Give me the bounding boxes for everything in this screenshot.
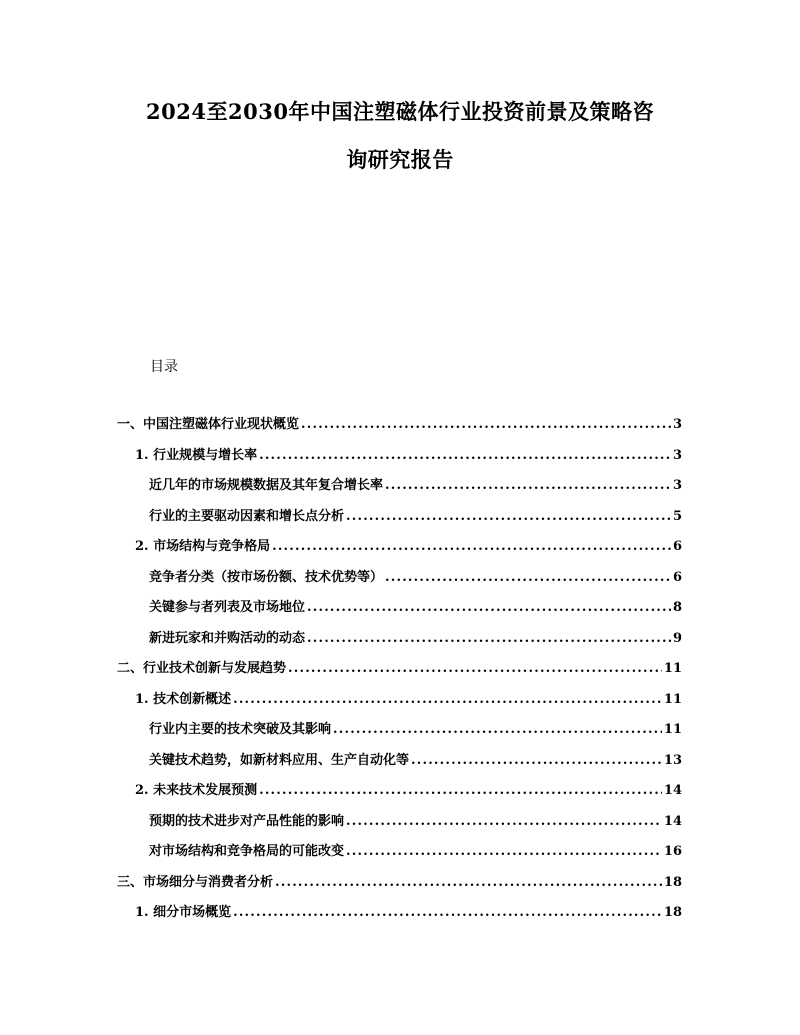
toc-entry[interactable]: [149, 474, 682, 494]
toc-entry[interactable]: [135, 444, 682, 464]
toc-entry-label: 关键参与者列表及市场地位: [149, 600, 306, 615]
toc-entry[interactable]: [149, 505, 682, 525]
toc-leader-dots: [333, 722, 662, 737]
toc-entry[interactable]: [149, 566, 682, 586]
toc-entry[interactable]: [135, 688, 682, 708]
toc-entry-label: 近几年的市场规模数据及其年复合增长率: [149, 478, 384, 493]
toc-entry[interactable]: [149, 810, 682, 830]
toc-leader-dots: [233, 692, 662, 707]
toc-leader-dots: [288, 661, 662, 676]
toc-entry[interactable]: [135, 779, 682, 799]
toc-entry-label: 行业内主要的技术突破及其影响: [149, 722, 332, 737]
toc-entry-page: 18: [663, 905, 682, 920]
toc-entry-label: 1. 细分市场概览: [135, 905, 232, 920]
toc-entry-label: 预期的技术进步对产品性能的影响: [149, 814, 345, 829]
toc-leader-dots: [307, 600, 671, 615]
toc-entry[interactable]: [117, 871, 682, 891]
toc-entry[interactable]: [149, 627, 682, 647]
toc-entry-page: 11: [663, 661, 682, 676]
toc-leader-dots: [307, 631, 671, 646]
toc-leader-dots: [346, 844, 662, 859]
toc-entry[interactable]: [149, 718, 682, 738]
toc-entry-page: 18: [663, 875, 682, 890]
toc-entry-page: 3: [672, 478, 682, 493]
toc-entry[interactable]: [117, 657, 682, 677]
toc-leader-dots: [385, 570, 671, 585]
toc-entry[interactable]: [135, 901, 682, 921]
toc-entry-page: 3: [672, 448, 682, 463]
toc-entry-label: 2. 未来技术发展预测: [135, 783, 258, 798]
toc-leader-dots: [272, 539, 671, 554]
toc-entry-label: 三、市场细分与消费者分析: [117, 875, 274, 890]
toc-entry-page: 8: [672, 600, 682, 615]
toc-entry[interactable]: [149, 749, 682, 769]
toc-leader-dots: [275, 875, 662, 890]
toc-entry-page: 6: [672, 570, 682, 585]
toc-leader-dots: [233, 905, 662, 920]
toc-entry-page: 9: [672, 631, 682, 646]
toc-entry-page: 6: [672, 539, 682, 554]
toc-entry-label: 2. 市场结构与竞争格局: [135, 539, 271, 554]
toc-entry-label: 行业的主要驱动因素和增长点分析: [149, 509, 345, 524]
toc-entry-page: 16: [663, 844, 682, 859]
toc-entry-label: 二、行业技术创新与发展趋势: [117, 661, 287, 676]
toc-entry-label: 竞争者分类（按市场份额、技术优势等）: [149, 570, 384, 585]
toc-entry-label: 新进玩家和并购活动的动态: [149, 631, 306, 646]
document-title-line-2: 询研究报告: [346, 147, 454, 172]
toc-entry[interactable]: [149, 840, 682, 860]
toc-entry-label: 1. 技术创新概述: [135, 692, 232, 707]
toc-leader-dots: [259, 783, 662, 798]
toc-entry-page: 14: [663, 814, 682, 829]
toc-entry-label: 关键技术趋势，如新材料应用、生产自动化等: [149, 753, 410, 768]
toc-entry[interactable]: [117, 413, 682, 433]
toc-leader-dots: [346, 814, 662, 829]
toc-entry-label: 1. 行业规模与增长率: [135, 448, 258, 463]
toc-entry-label: 一、中国注塑磁体行业现状概览: [117, 417, 300, 432]
toc-entry-label: 对市场结构和竞争格局的可能改变: [149, 844, 345, 859]
toc-entry[interactable]: [135, 535, 682, 555]
document-title-line-1: 2024至2030年中国注塑磁体行业投资前景及策略咨: [146, 99, 654, 124]
toc-leader-dots: [411, 753, 662, 768]
toc-entry-page: 11: [663, 722, 682, 737]
toc-entry-page: 11: [663, 692, 682, 707]
toc-heading: 目录: [150, 359, 178, 375]
toc-leader-dots: [346, 509, 671, 524]
toc-entry-page: 14: [663, 783, 682, 798]
toc-leader-dots: [259, 448, 671, 463]
toc-leader-dots: [301, 417, 671, 432]
toc-entry[interactable]: [149, 596, 682, 616]
toc-entry-page: 3: [672, 417, 682, 432]
toc-leader-dots: [385, 478, 671, 493]
toc-entry-page: 13: [663, 753, 682, 768]
toc-entry-page: 5: [672, 509, 682, 524]
